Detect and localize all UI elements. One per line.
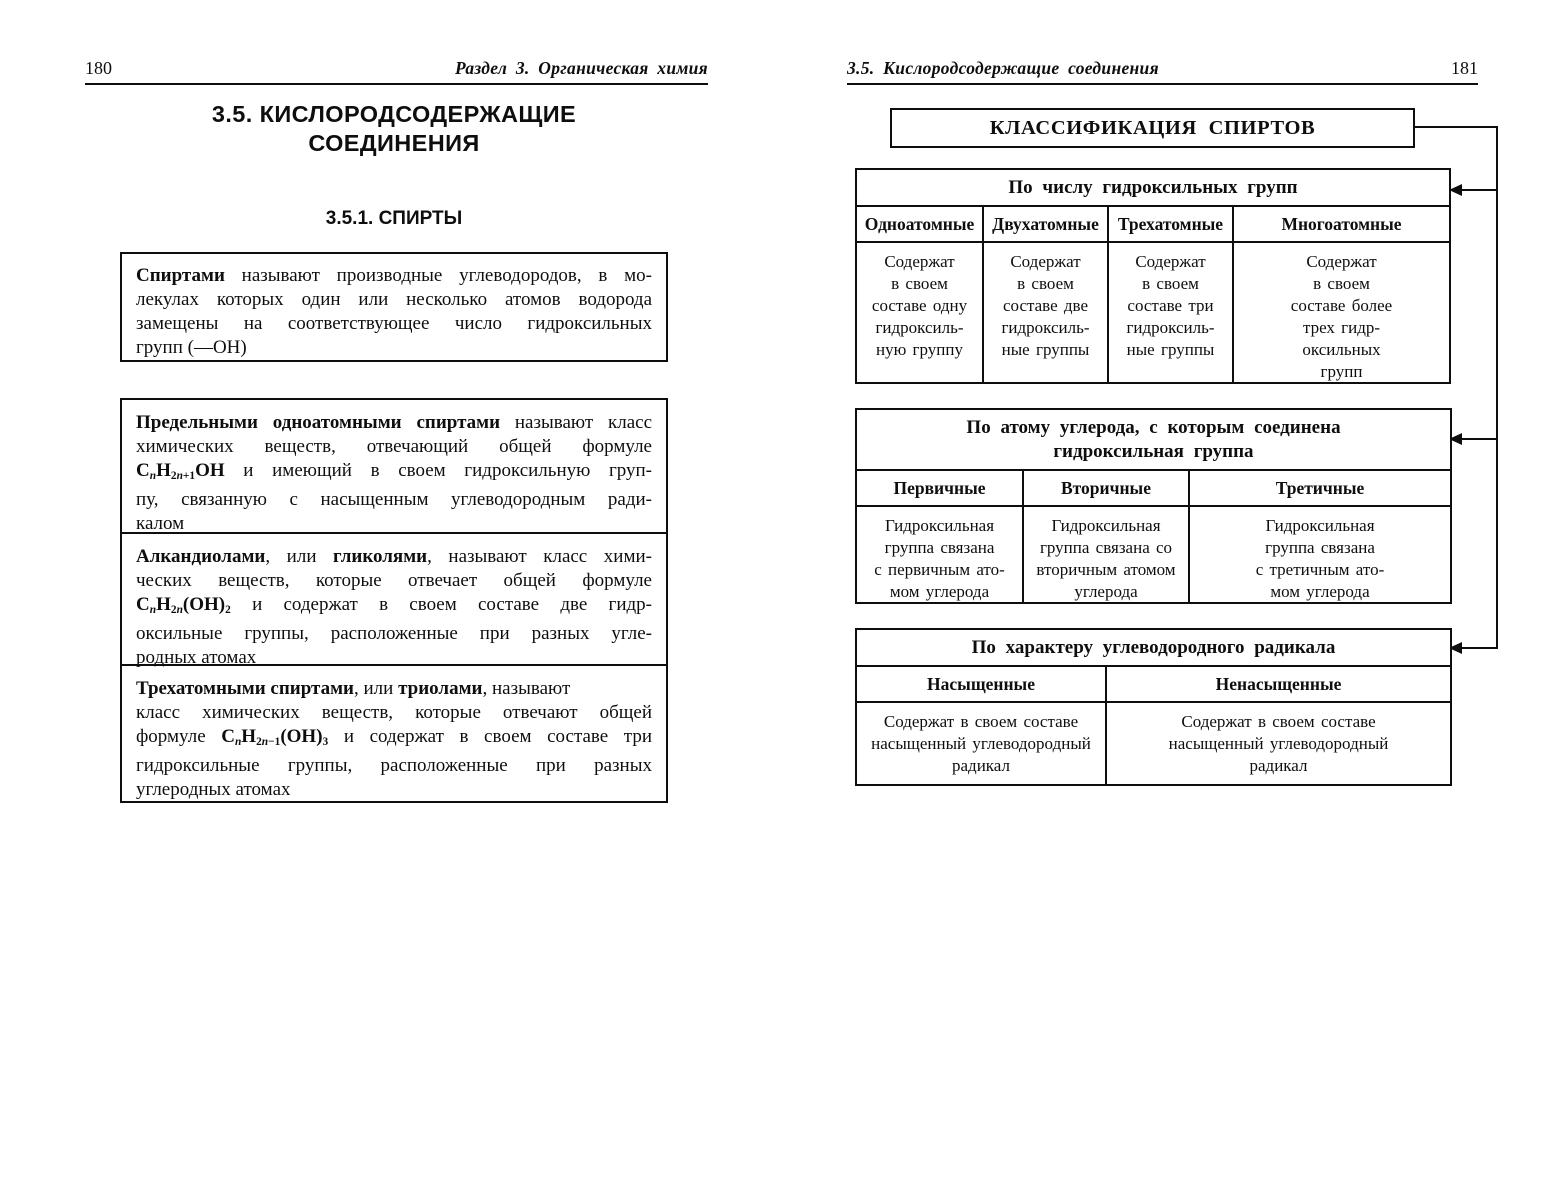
table-header-cell: Трехатомные <box>1107 207 1232 241</box>
definition-box-group <box>120 398 668 803</box>
connector-line-vertical <box>1496 126 1498 649</box>
definition-box-alcohols: Спиртами называют производные углеводородов, в мо- лекулах которых один или несколько атомов водорода замещены на соответствующее число гидроксильных групп (—OH) <box>120 252 668 362</box>
table-cell: Содержат в своем составе насыщенный углеводородный радикал <box>1105 703 1450 784</box>
definition-cell-triols: Трехатомными спиртами, или триолами, называют класс химических веществ, которые отвечают общей формуле CnH2n−1(OH)3 и содержат в своем составе три гидроксильные группы, расположенные при разных углеродных атомах <box>122 664 666 801</box>
table-header-cell: Первичные <box>893 478 986 498</box>
table-header-cell: Третичные <box>1188 471 1450 505</box>
page-number-left: 180 <box>85 58 112 78</box>
table-cell: Гидроксильная группа связана со вторичным атомом углерода <box>1022 507 1188 603</box>
table-cell: Содержат в своем составе три гидроксиль- ные группы <box>1107 243 1232 383</box>
connector-branch-3 <box>1460 647 1498 649</box>
definition-cell-monohydric: Предельными одноатомными спиртами называют класс химических веществ, отвечающий общей формуле CnH2n+1OH и имеющий в своем гидроксильную груп- пу, связанную с насыщенным углеводородным ради- калом <box>136 412 652 535</box>
left-page-header <box>85 58 708 79</box>
table-header-cell: Многоатомные <box>1232 207 1449 241</box>
table-cell: Гидроксильная группа связана с третичным ато- мом углерода <box>1188 507 1450 603</box>
table-hydroxyl-count <box>855 168 1451 384</box>
running-head-right: 3.5. Кислородсодержащие соединения <box>847 58 1159 78</box>
right-page-header <box>847 58 1478 79</box>
section-title-line1: 3.5. КИСЛОРОДСОДЕРЖАЩИЕ <box>211 101 577 127</box>
table-title: По атому углерода, с которым соединена гидроксильная группа <box>857 410 1450 471</box>
header-rule-left <box>85 83 708 85</box>
connector-branch-2 <box>1460 438 1498 440</box>
running-head-left: Раздел 3. Органическая химия <box>455 58 708 78</box>
table-body-row <box>857 507 1450 602</box>
table-cell: Гидроксильная группа связана с первичным ато- мом углерода <box>874 516 1005 601</box>
table-cell: Содержат в своем составе две гидроксиль- ные группы <box>982 243 1107 383</box>
table-header-row <box>857 471 1450 507</box>
classification-title-box: КЛАССИФИКАЦИЯ СПИРТОВ <box>890 108 1415 148</box>
table-header-cell: Одноатомные <box>864 214 975 234</box>
table-carbon-atom <box>855 408 1452 604</box>
table-body-row <box>857 703 1450 784</box>
table-header-cell: Насыщенные <box>927 674 1035 694</box>
table-cell: Содержат в своем составе насыщенный углеводородный радикал <box>871 712 1091 775</box>
table-header-cell: Ненасыщенные <box>1105 667 1450 701</box>
definition-cell-glycols: Алкандиолами, или гликолями, называют класс хими- ческих веществ, которые отвечает общей формуле CnH2n(OH)2 и содержат в своем составе две гидр- оксильные группы, расположенные при разных угле- родных атомах <box>122 532 666 664</box>
table-header-cell: Вторичные <box>1022 471 1188 505</box>
table-body-row <box>857 243 1449 382</box>
table-header-cell: Двухатомные <box>982 207 1107 241</box>
table-title: По характеру углеводородного радикала <box>857 630 1450 667</box>
table-header-row <box>857 667 1450 703</box>
table-cell: Содержат в своем составе одну гидроксиль- ную группу <box>871 252 968 359</box>
section-title-line2: СОЕДИНЕНИЯ <box>308 130 480 156</box>
connector-branch-1 <box>1460 189 1498 191</box>
table-header-row <box>857 207 1449 243</box>
table-title: По числу гидроксильных групп <box>857 170 1449 207</box>
header-rule-right <box>847 83 1478 85</box>
page-number-right: 181 <box>1451 58 1478 78</box>
table-cell: Содержат в своем составе более трех гидр- оксильных групп <box>1232 243 1449 383</box>
section-title <box>120 100 668 158</box>
subsection-title: 3.5.1. СПИРТЫ <box>325 208 463 229</box>
connector-line-top <box>1415 126 1498 128</box>
table-radical-character <box>855 628 1452 786</box>
